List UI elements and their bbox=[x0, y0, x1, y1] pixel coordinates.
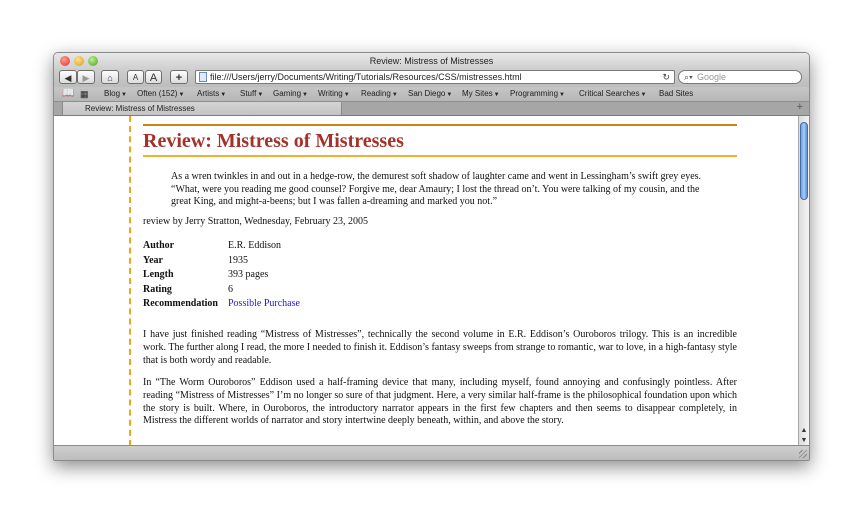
vertical-scrollbar[interactable] bbox=[798, 116, 809, 446]
home-button[interactable]: ⌂ bbox=[101, 70, 119, 84]
page-title: Review: Mistress of Mistresses bbox=[143, 124, 737, 157]
file-icon bbox=[199, 72, 207, 82]
fact-label: Rating bbox=[143, 283, 172, 295]
chevron-down-icon: ▼ bbox=[121, 92, 127, 98]
bookmark-folder-blog[interactable]: Blog▼ bbox=[104, 89, 127, 98]
zoom-window-icon[interactable] bbox=[88, 56, 98, 66]
scrollbar-thumb[interactable] bbox=[800, 122, 808, 200]
window-title: Review: Mistress of Mistresses bbox=[369, 56, 494, 66]
bookmark-folder-artists[interactable]: Artists▼ bbox=[197, 89, 227, 98]
body-paragraph: I have just finished reading “Mistress of Mistresses”, technically the second volume in E.R. Eddison’s Ouroboros trilogy. This is an incredible work. The further along I read, the more I needed to finish it. Eddison’s fantasy sweeps from strange to romantic, war to love, in a high-fantasy style that is both wordy and readable. bbox=[143, 329, 737, 366]
bookmark-folder-stuff[interactable]: Stuff▼ bbox=[240, 89, 264, 98]
tab-review[interactable]: Review: Mistress of Mistresses bbox=[62, 102, 342, 115]
bookmark-folder-reading[interactable]: Reading▼ bbox=[361, 89, 398, 98]
chevron-down-icon: ▼ bbox=[493, 92, 500, 98]
bookmarks-bar bbox=[54, 87, 809, 102]
browser-window bbox=[53, 52, 810, 461]
chevron-down-icon: ▼ bbox=[559, 92, 565, 98]
bookmarks-book-icon[interactable]: 📖 bbox=[62, 88, 75, 99]
table-row bbox=[143, 239, 303, 254]
address-url: file:///Users/jerry/Documents/Writing/Tutorials/Resources/CSS/mistresses.html bbox=[210, 72, 522, 82]
chevron-down-icon: ▼ bbox=[343, 92, 350, 98]
title-bar bbox=[54, 53, 809, 69]
scroll-up-arrow-icon[interactable]: ▲ bbox=[800, 427, 808, 434]
bookmark-folder-often[interactable]: Often (152)▼ bbox=[137, 89, 185, 98]
bookmark-folder-gaming[interactable]: Gaming▼ bbox=[273, 89, 308, 98]
search-placeholder: Google bbox=[697, 72, 727, 82]
review-byline: review by Jerry Stratton, Wednesday, February 23, 2005 bbox=[143, 216, 368, 227]
bookmark-folder-programming[interactable]: Programming▼ bbox=[510, 89, 565, 98]
fact-value: 1935 bbox=[228, 254, 248, 266]
minimize-window-icon[interactable] bbox=[74, 56, 84, 66]
window-controls bbox=[60, 56, 98, 66]
table-row bbox=[143, 254, 303, 269]
fact-label: Year bbox=[143, 254, 163, 266]
table-row bbox=[143, 297, 303, 312]
chevron-down-icon: ▼ bbox=[446, 92, 453, 98]
address-bar[interactable] bbox=[195, 70, 675, 84]
fact-value: E.R. Eddison bbox=[228, 240, 282, 251]
bookmark-folder-my-sites[interactable]: My Sites▼ bbox=[462, 89, 500, 98]
top-sites-grid-icon[interactable]: ▦ bbox=[80, 89, 88, 99]
epigraph-quote: As a wren twinkles in and out in a hedge-row, the demurest soft shadow of laughter came and went in Lessingham’s swift grey eyes. “What, were you reading me good counsel? Forgive me, dear Amaury; I lost the thread on’t. You were talking of my cousin, and the great King, and might-a-beens; but I was fallen a-dreaming and marked you not.” bbox=[171, 171, 702, 207]
chevron-down-icon: ▼ bbox=[178, 92, 185, 98]
bookmark-bad-sites[interactable]: Bad Sites bbox=[659, 89, 694, 98]
tab-bar bbox=[54, 102, 809, 116]
add-bookmark-button[interactable]: + bbox=[170, 70, 188, 84]
search-field[interactable] bbox=[678, 70, 802, 84]
toolbar bbox=[54, 69, 809, 87]
fact-value: 393 pages bbox=[228, 269, 269, 280]
chevron-down-icon: ▼ bbox=[391, 92, 398, 98]
article-content bbox=[129, 116, 741, 446]
chevron-down-icon: ▼ bbox=[220, 92, 227, 98]
reload-icon[interactable]: ↻ bbox=[662, 72, 670, 82]
page-viewport bbox=[54, 116, 798, 446]
resize-grip-icon[interactable] bbox=[799, 450, 807, 458]
text-bigger-button[interactable]: A bbox=[145, 70, 162, 84]
fact-label: Author bbox=[143, 240, 175, 251]
bookmark-folder-writing[interactable]: Writing▼ bbox=[318, 89, 350, 98]
search-icon: ⌕▾ bbox=[684, 72, 693, 82]
recommendation-link[interactable]: Possible Purchase bbox=[228, 298, 300, 309]
fact-value: 6 bbox=[228, 283, 233, 295]
scroll-down-arrow-icon[interactable]: ▼ bbox=[800, 437, 808, 444]
status-bar bbox=[54, 445, 809, 460]
forward-button[interactable]: ▶ bbox=[77, 70, 95, 84]
bookmark-folder-critical-searches[interactable]: Critical Searches▼ bbox=[579, 89, 647, 98]
back-button[interactable]: ◀ bbox=[59, 70, 77, 84]
close-window-icon[interactable] bbox=[60, 56, 70, 66]
book-facts-table bbox=[143, 239, 303, 312]
table-row bbox=[143, 268, 303, 283]
fact-label: Recommendation bbox=[143, 298, 218, 309]
bookmark-folder-san-diego[interactable]: San Diego▼ bbox=[408, 89, 453, 98]
body-paragraph: In “The Worm Ouroboros” Eddison used a half-framing device that many, including myself, found annoying and confusingly pointless. After reading “Mistress of Mistresses” I’m no longer so sure of that judgment. Here, a very similar half-frame is the philosophical foundation upon which the story is built. Where, in Ouroboros, the introductory narrator appears in the first few chapters and then seems to disappear completely, in Mistress the different worlds of narrator and story intertwine deeply beneath, within, and above the story. bbox=[143, 377, 737, 427]
fact-value bbox=[228, 297, 303, 312]
chevron-down-icon: ▼ bbox=[257, 92, 264, 98]
chevron-down-icon: ▼ bbox=[302, 92, 308, 98]
new-tab-button[interactable]: + bbox=[796, 101, 803, 113]
fact-label: Length bbox=[143, 269, 174, 280]
table-row bbox=[143, 283, 303, 298]
text-smaller-button[interactable]: A bbox=[127, 70, 144, 84]
chevron-down-icon: ▼ bbox=[640, 92, 647, 98]
